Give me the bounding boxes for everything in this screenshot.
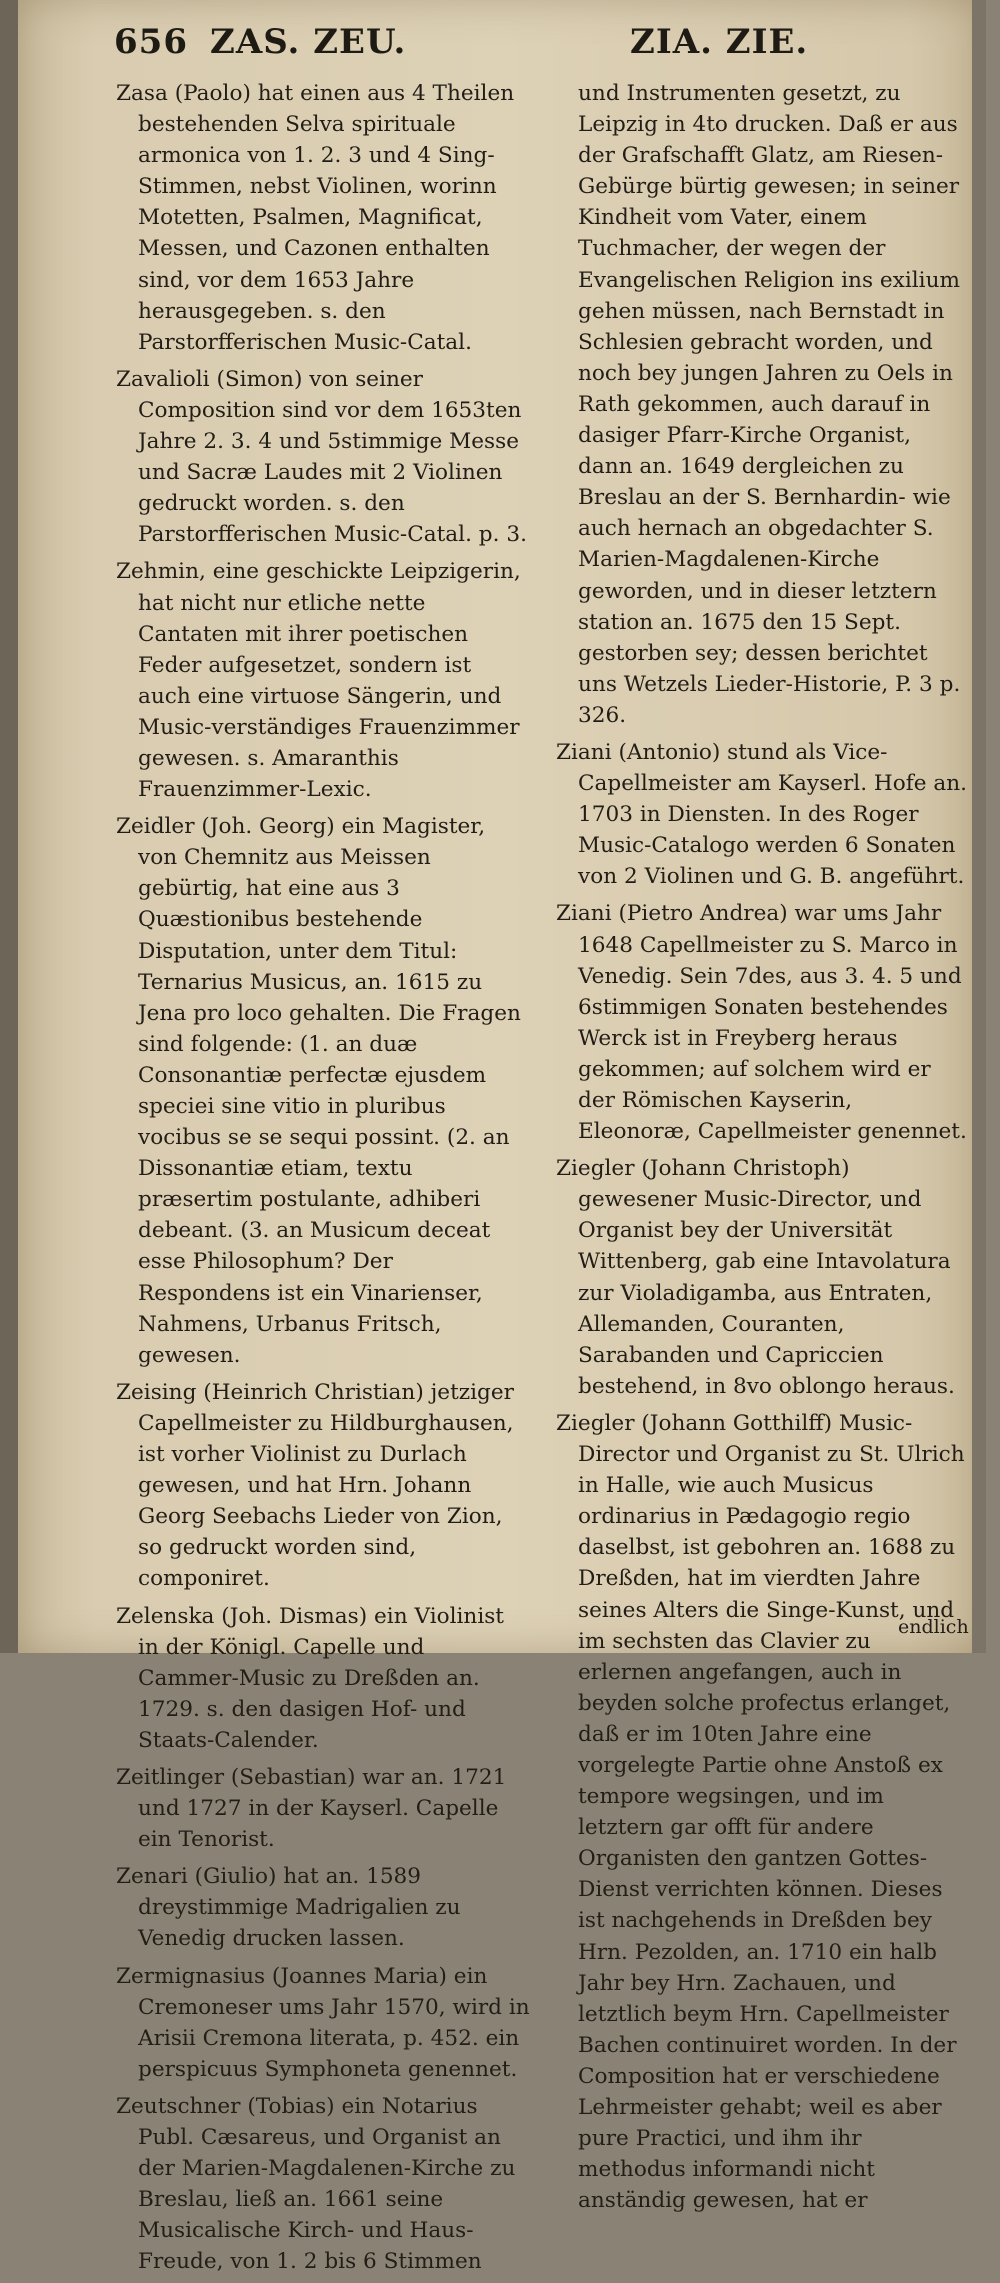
entry-zeitlinger: Zeitlinger (Sebastian) war an. 1721 und 1727 in der Kayserl. Capelle ein Tenorist. <box>116 1764 507 1853</box>
page-fore-edge <box>972 0 986 1653</box>
entry-zeutschner-continued: und Instrumenten gesetzt, zu Leipzig in 4to drucken. Daß er aus der Grafschafft Glatz, am Riesen-Gebürge bürtig gewesen; in seiner Kindheit vom Vater, einem Tuchmacher, der wegen der Evangelischen Religion ins exilium gehen müssen, nach Bernstadt in Schlesien gebracht worden, und noch bey jungen Jahren zu Oels in Rath gekommen, auch darauf in dasiger Pfarr-Kirche Organist, dann an. 1649 dergleichen zu Breslau an der S. Bernhardin- wie auch hernach an obgedachter S. Marien-Magdalenen-Kirche geworden, und in dieser letztern station an. 1675 den 15 Sept. gestorben sey; dessen berichtet uns Wetzels Lieder-Historie, P. 3 p. 326. <box>578 81 961 728</box>
entry-zeidler: Zeidler (Joh. Georg) ein Magister, von Chemnitz aus Meissen gebürtig, hat eine aus 3 Quæstionibus bestehende Disputation, unter dem Titul: Ternarius Musicus, an. 1615 zu Jena pro loco gehalten. Die Fragen sind folgende: (1. an duæ Consonantiæ perfectæ ejusdem speciei sine vitio in pluribus vocibus se se sequi possint. (2. an Dissonantiæ etiam, textu præsertim postulante, adhiberi debeant. (3. an Musicum deceat esse Philosophum? Der Respondens ist ein Vinarienser, Nahmens, Urbanus Fritsch, gewesen. <box>116 814 521 1368</box>
entry-zelenska: Zelenska (Joh. Dismas) ein Violinist in der Königl. Capelle und Cammer-Music zu Dreßden an. 1729. s. den dasigen Hof- und Staats-Calender. <box>116 1603 504 1753</box>
page-number: 656 <box>114 22 188 62</box>
right-running-head: ZIA. ZIE. <box>630 22 809 62</box>
book-page <box>18 0 986 2275</box>
entry-ziani-antonio: Ziani (Antonio) stund als Vice-Capellmeister am Kayserl. Hofe an. 1703 in Diensten. In des Roger Music-Catalogo werden 6 Sonaten von 2 Violinen und G. B. angeführt. <box>556 739 968 890</box>
entry-zeutschner: Zeutschner (Tobias) ein Notarius Publ. Cæsareus, und Organist an der Marien-Magdalenen-Kirche zu Breslau, ließ an. 1661 seine Musicalische Kirch- und Haus-Freude, von 1. 2 bis 6 Stimmen <box>116 2093 516 2275</box>
left-text-column <box>116 78 530 2283</box>
entry-zenari: Zenari (Giulio) hat an. 1589 dreystimmige Madrigalien zu Venedig drucken lassen. <box>116 1864 461 1952</box>
left-running-head: ZAS. ZEU. <box>210 22 407 62</box>
entry-zermignasius: Zermignasius (Joannes Maria) ein Cremoneser ums Jahr 1570, wird in Arisii Cremona literata, p. 452. ein perspicuus Symphoneta genennet. <box>116 1963 530 2082</box>
entry-zasa: Zasa (Paolo) hat einen aus 4 Theilen bestehenden Selva spirituale armonica von 1. 2. 3 und 4 Sing-Stimmen, nebst Violinen, worinn Motetten, Psalmen, Magnificat, Messen, und Cazonen enthalten sind, vor dem 1653 Jahre herausgegeben. s. den Parstorfferischen Music-Catal. <box>116 81 515 355</box>
entry-zeising: Zeising (Heinrich Christian) jetziger Capellmeister zu Hildburghausen, ist vorher Violinist zu Durlach gewesen, und hat Hrn. Johann Georg Seebachs Lieder von Zion, so gedruckt worden sind, componiret. <box>116 1379 514 1592</box>
right-text-column <box>556 78 968 2222</box>
entry-zavalioli: Zavalioli (Simon) von seiner Composition sind vor dem 1653ten Jahre 2. 3. 4 und 5stimmige Messe und Sacræ Laudes mit 2 Violinen gedruckt worden. s. den Parstorfferischen Music-Catal. p. 3. <box>116 366 527 548</box>
running-header <box>18 22 986 72</box>
entry-ziegler-johann-gotthilff: Ziegler (Johann Gotthilff) Music-Director und Organist zu St. Ulrich in Halle, wie auch Musicus ordinarius in Pædagogio regio daselbst, ist gebohren an. 1688 zu Dreßden, hat im vierdten Jahre seines Alters die Singe-Kunst, und im sechsten das Clavier zu erlernen angefangen, auch in beyden solche profectus erlanget, daß er im 10ten Jahre eine vorgelegte Partie ohne Anstoß ex tempore wegsingen, und im letztern gar offt für andere Organisten den gantzen Gottes-Dienst verrichten können. Dieses ist nachgehends in Dreßden bey Hrn. Pezolden, an. 1710 ein halb Jahr bey Hrn. Zachauen, und letztlich beym Hrn. Capellmeister Bachen continuiret worden. In der Composition hat er verschiedene Lehrmeister gehabt; weil es aber pure Practici, und ihm ihr methodus informandi nicht anständig gewesen, hat er <box>556 1410 965 2214</box>
entry-zehmin: Zehmin, eine geschickte Leipzigerin, hat nicht nur etliche nette Cantaten mit ihrer poetischen Feder aufgesetzet, sondern ist auch eine virtuose Sängerin, und Music-verständiges Frauenzimmer gewesen. s. Amaranthis Frauenzimmer-Lexic. <box>116 559 521 803</box>
entry-ziegler-johann-christoph: Ziegler (Johann Christoph) gewesener Music-Director, und Organist bey der Universität Wittenberg, gab eine Intavolatura zur Violadigamba, aus Entraten, Allemanden, Couranten, Sarabanden und Capriccien bestehend, in 8vo oblongo heraus. <box>556 1156 955 1399</box>
catchword: endlich <box>898 1616 969 1638</box>
book-binding-edge <box>0 0 18 1653</box>
entry-ziani-pietro-andrea: Ziani (Pietro Andrea) war ums Jahr 1648 Capellmeister zu S. Marco in Venedig. Sein 7des, aus 3. 4. 5 und 6stimmigen Sonaten bestehendes Werck ist in Freyberg heraus gekommen; auf solchem wird er der Römischen Kayserin, Eleonoræ, Capellmeister genennet. <box>556 901 967 1145</box>
